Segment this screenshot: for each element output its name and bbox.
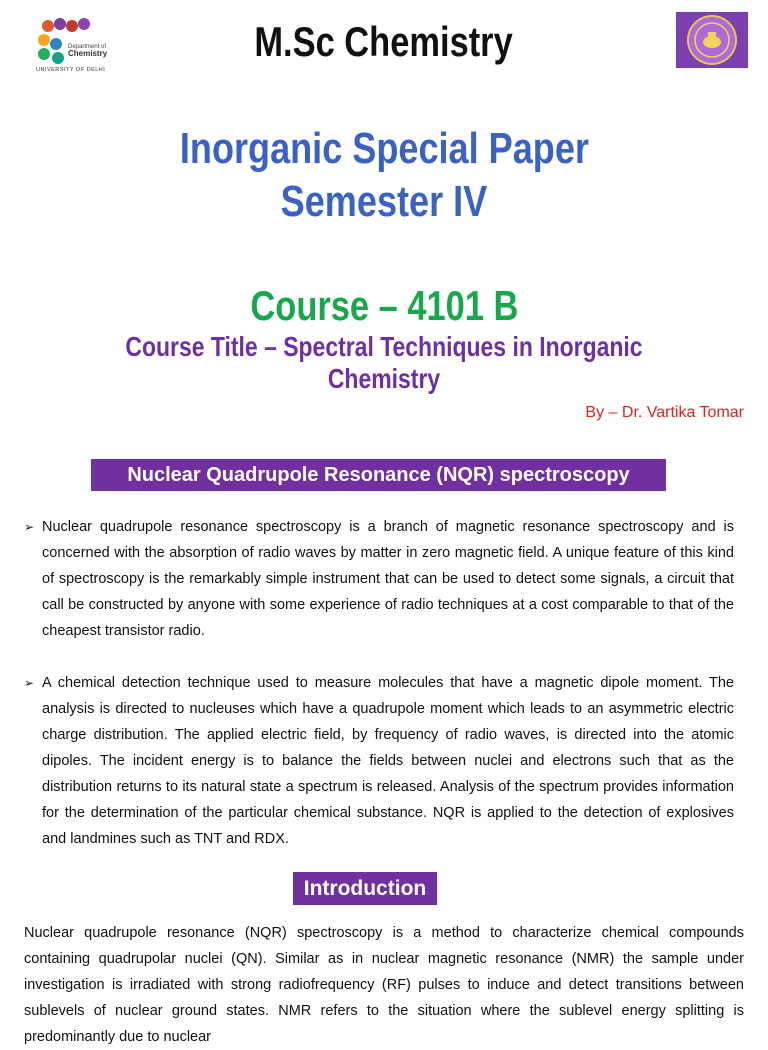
nqr-section-heading: Nuclear Quadrupole Resonance (NQR) spectroscopy <box>91 459 666 491</box>
course-title: Course Title – Spectral Techniques in Inorganic Chemistry <box>125 331 643 394</box>
introduction-heading: Introduction <box>293 872 437 905</box>
svg-text:Department of: Department of <box>68 44 107 50</box>
svg-text:Chemistry: Chemistry <box>68 49 108 58</box>
list-item: ➢ Nuclear quadrupole resonance spectroscopy is a branch of magnetic resonance spectroscopy and is concerned with the absorption of radio waves by matter in zero magnetic field. A unique feature of this kind of spectroscopy is the remarkably simple instrument that can be used to detect some signals, a circuit that call be constructed by anyone with some experience of radio techniques at a cost comparable to that of the cheapest transistor radio. <box>24 514 734 644</box>
course-code: Course – 4101 B <box>249 282 519 329</box>
page-title: M.Sc Chemistry <box>254 18 514 65</box>
introduction-paragraph: Nuclear quadrupole resonance (NQR) spectroscopy is a method to characterize chemical compounds containing quadrupolar nuclei (QN). Similar as in nuclear magnetic resonance (NMR) the sample under investigation is irradiated with strong radiofrequency (RF) pulses to induce and detect transitions between sublevels of nuclear ground states. NMR refers to the situation where the sublevel energy splitting is predominantly due to nuclear <box>24 925 744 1045</box>
author-credit: By – Dr. Vartika Tomar <box>585 404 744 421</box>
arrow-bullet-icon: ➢ <box>24 520 35 534</box>
arrow-bullet-icon: ➢ <box>24 676 35 690</box>
svg-text:UNIVERSITY OF DELHI: UNIVERSITY OF DELHI <box>36 67 106 73</box>
paper-title: Inorganic Special Paper <box>179 124 589 173</box>
list-item: ➢ A chemical detection technique used to measure molecules that have a magnetic dipole moment. The analysis is directed to nucleuses which have a quadrupole moment which leads to an asymmetric electric charge distribution. The applied electric field, by frequency of radio waves, is directed into the atomic dipoles. The incident energy is to balance the fields between nuclei and electrons such that as the distribution returns to its natural state a spectrum is released. Analysis of the spectrum provides information for the determination of the particular chemical substance. NQR is applied to the detection of explosives and landmines such as TNT and RDX. <box>24 670 734 852</box>
semester-title: Semester IV <box>280 177 488 226</box>
